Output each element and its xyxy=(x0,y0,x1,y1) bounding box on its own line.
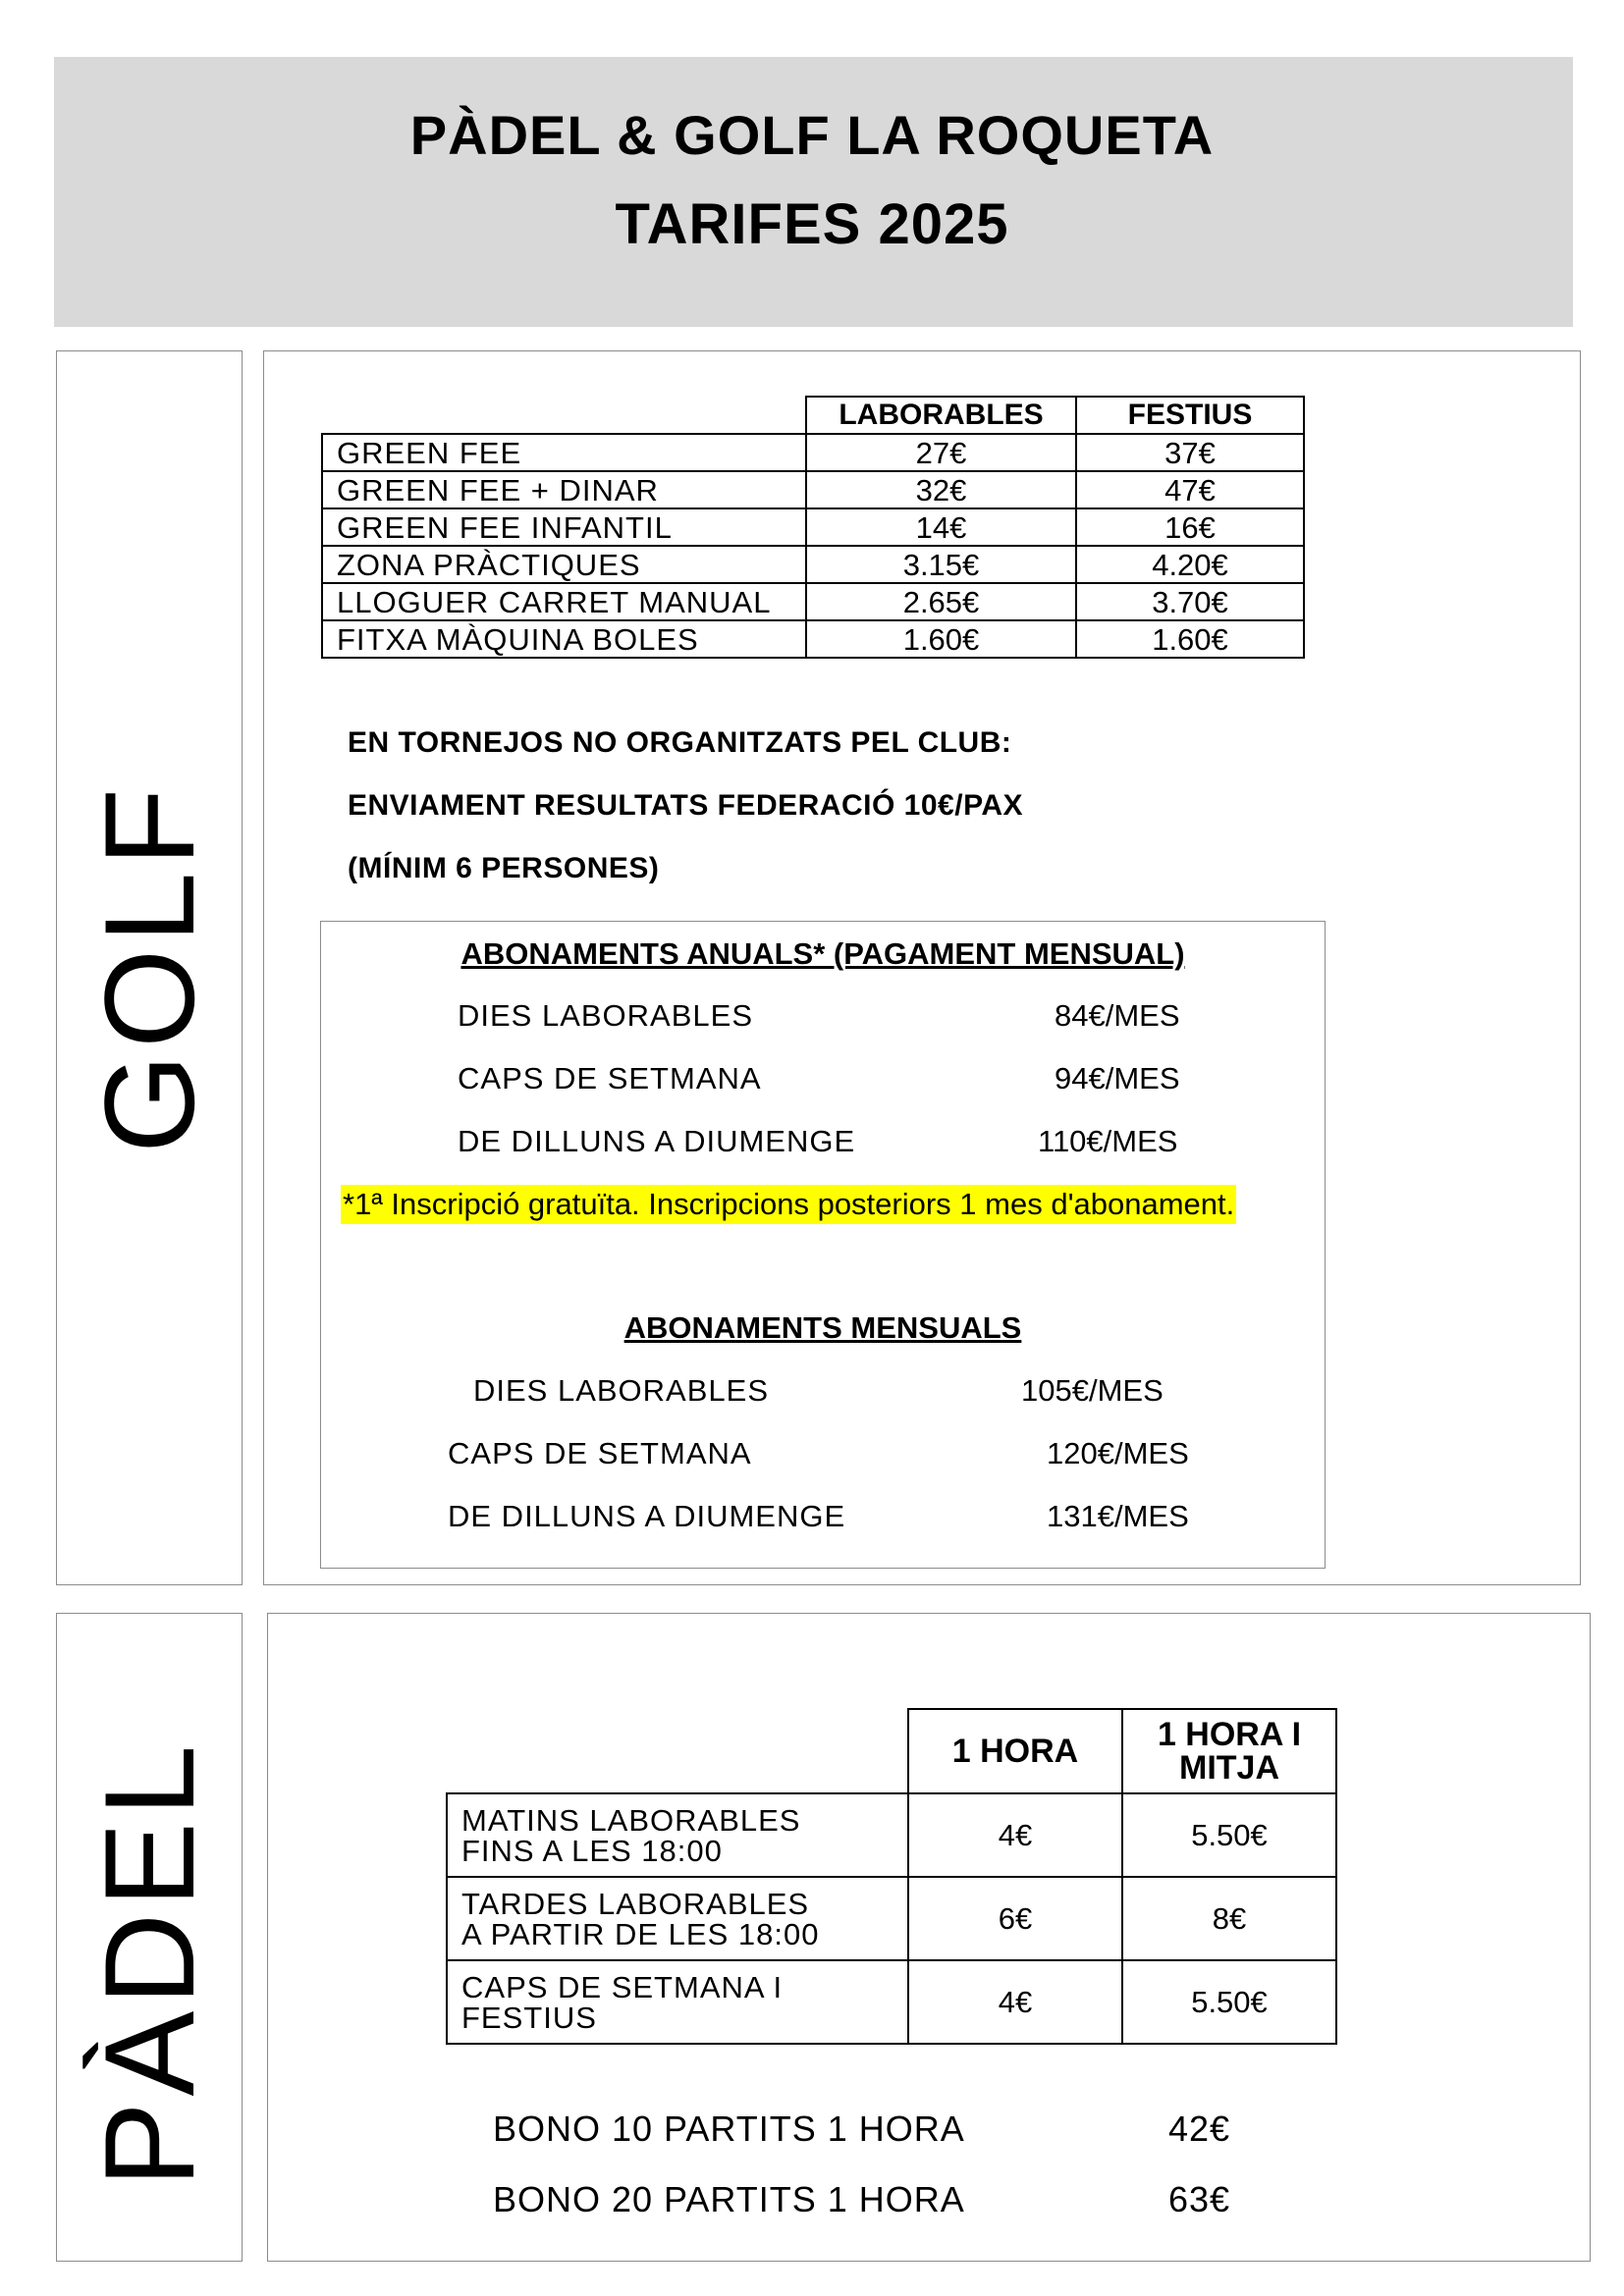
padel-row-label xyxy=(447,1960,908,2044)
table-row xyxy=(447,1877,1336,1960)
padel-prices-table xyxy=(446,1708,1337,2045)
bono-price: 63€ xyxy=(1168,2179,1231,2219)
table-row xyxy=(447,1960,1336,2044)
annual-row-value: 84€/MES xyxy=(1055,998,1180,1033)
page-subtitle: TARIFES 2025 xyxy=(615,192,1009,256)
annual-footnote: *1ª Inscripció gratuïta. Inscripcions posteriors 1 mes d'abonament. xyxy=(341,1185,1236,1224)
golf-row-festius: 37€ xyxy=(1076,434,1304,471)
annual-row-label: DE DILLUNS A DIUMENGE xyxy=(458,1124,856,1158)
golf-row-label: GREEN FEE xyxy=(322,434,806,471)
table-row xyxy=(322,546,1304,583)
page-title: PÀDEL & GOLF LA ROQUETA xyxy=(409,104,1215,166)
monthly-title: ABONAMENTS MENSUALS xyxy=(623,1310,1022,1345)
golf-row-festius: 3.70€ xyxy=(1076,583,1304,620)
padel-row-1-hora: 4€ xyxy=(908,1960,1122,2044)
padel-row-label-line2: A PARTIR DE LES 18:00 xyxy=(461,1916,820,1951)
monthly-row-value: 120€/MES xyxy=(1047,1436,1189,1470)
tournament-note-1: EN TORNEJOS NO ORGANITZATS PEL CLUB: xyxy=(348,726,1012,759)
golf-row-laborables: 14€ xyxy=(806,508,1076,546)
golf-row-festius: 1.60€ xyxy=(1076,620,1304,658)
golf-table-corner xyxy=(322,397,806,434)
padel-row-label-line1: CAPS DE SETMANA I xyxy=(461,1969,784,2004)
padel-row-1-hora: 6€ xyxy=(908,1877,1122,1960)
padel-table-header-row xyxy=(447,1709,1336,1793)
tournament-note-2: ENVIAMENT RESULTATS FEDERACIÓ 10€/PAX xyxy=(348,789,1024,822)
golf-row-laborables: 32€ xyxy=(806,471,1076,508)
monthly-row-value: 131€/MES xyxy=(1047,1499,1189,1533)
table-row xyxy=(322,471,1304,508)
annual-row-label: DIES LABORABLES xyxy=(458,998,754,1033)
golf-row-label: FITXA MÀQUINA BOLES xyxy=(322,620,806,658)
table-row xyxy=(322,583,1304,620)
padel-side-label: PÀDEL xyxy=(78,1738,221,2188)
golf-col-laborables: LABORABLES xyxy=(806,397,1076,434)
table-row xyxy=(447,1793,1336,1877)
annual-title: ABONAMENTS ANUALS* (PAGAMENT MENSUAL) xyxy=(460,936,1185,971)
padel-row-1-hora-mitja: 5.50€ xyxy=(1122,1793,1336,1877)
golf-row-label: GREEN FEE INFANTIL xyxy=(322,508,806,546)
monthly-row-label: DE DILLUNS A DIUMENGE xyxy=(448,1499,846,1533)
padel-row-label-line2: FINS A LES 18:00 xyxy=(461,1833,723,1868)
padel-table-corner xyxy=(447,1709,908,1793)
padel-col-1-hora: 1 HORA xyxy=(908,1709,1122,1793)
golf-row-laborables: 2.65€ xyxy=(806,583,1076,620)
padel-row-label-line1: TARDES LABORABLES xyxy=(461,1886,810,1921)
padel-row-label xyxy=(447,1793,908,1877)
padel-side-panel xyxy=(56,1613,243,2262)
bono-label: BONO 10 PARTITS 1 HORA xyxy=(493,2109,965,2149)
golf-row-laborables: 1.60€ xyxy=(806,620,1076,658)
annual-row-label: CAPS DE SETMANA xyxy=(458,1061,762,1095)
golf-row-festius: 16€ xyxy=(1076,508,1304,546)
bono-label: BONO 20 PARTITS 1 HORA xyxy=(493,2179,965,2219)
golf-side-label: GOLF xyxy=(78,782,221,1153)
table-row xyxy=(322,508,1304,546)
monthly-row-label: DIES LABORABLES xyxy=(473,1373,770,1408)
golf-side-panel xyxy=(56,350,243,1585)
padel-col-1-hora-mitja xyxy=(1122,1709,1336,1793)
golf-row-festius: 4.20€ xyxy=(1076,546,1304,583)
bono-price: 42€ xyxy=(1168,2109,1231,2149)
golf-row-label: ZONA PRÀCTIQUES xyxy=(322,546,806,583)
monthly-row-label: CAPS DE SETMANA xyxy=(448,1436,752,1470)
golf-row-laborables: 3.15€ xyxy=(806,546,1076,583)
padel-row-1-hora-mitja: 5.50€ xyxy=(1122,1960,1336,2044)
golf-table-header-row xyxy=(322,397,1304,434)
golf-prices-table xyxy=(321,396,1305,659)
golf-row-laborables: 27€ xyxy=(806,434,1076,471)
golf-row-festius: 47€ xyxy=(1076,471,1304,508)
table-row xyxy=(322,434,1304,471)
golf-row-label: LLOGUER CARRET MANUAL xyxy=(322,583,806,620)
padel-col-1-hora-mitja-line2: MITJA xyxy=(1179,1749,1279,1787)
padel-row-1-hora-mitja: 8€ xyxy=(1122,1877,1336,1960)
annual-row-value: 110€/MES xyxy=(1038,1124,1178,1158)
padel-row-1-hora: 4€ xyxy=(908,1793,1122,1877)
monthly-row-value: 105€/MES xyxy=(1021,1373,1164,1408)
annual-row-value: 94€/MES xyxy=(1055,1061,1180,1095)
table-row xyxy=(322,620,1304,658)
golf-col-festius: FESTIUS xyxy=(1076,397,1304,434)
padel-row-label-line1: MATINS LABORABLES xyxy=(461,1802,801,1838)
padel-row-label xyxy=(447,1877,908,1960)
padel-col-1-hora-mitja-line1: 1 HORA I xyxy=(1157,1716,1302,1753)
tournament-note-3: (MÍNIM 6 PERSONES) xyxy=(348,852,660,884)
golf-row-label: GREEN FEE + DINAR xyxy=(322,471,806,508)
padel-row-label-line2: FESTIUS xyxy=(461,2000,597,2035)
